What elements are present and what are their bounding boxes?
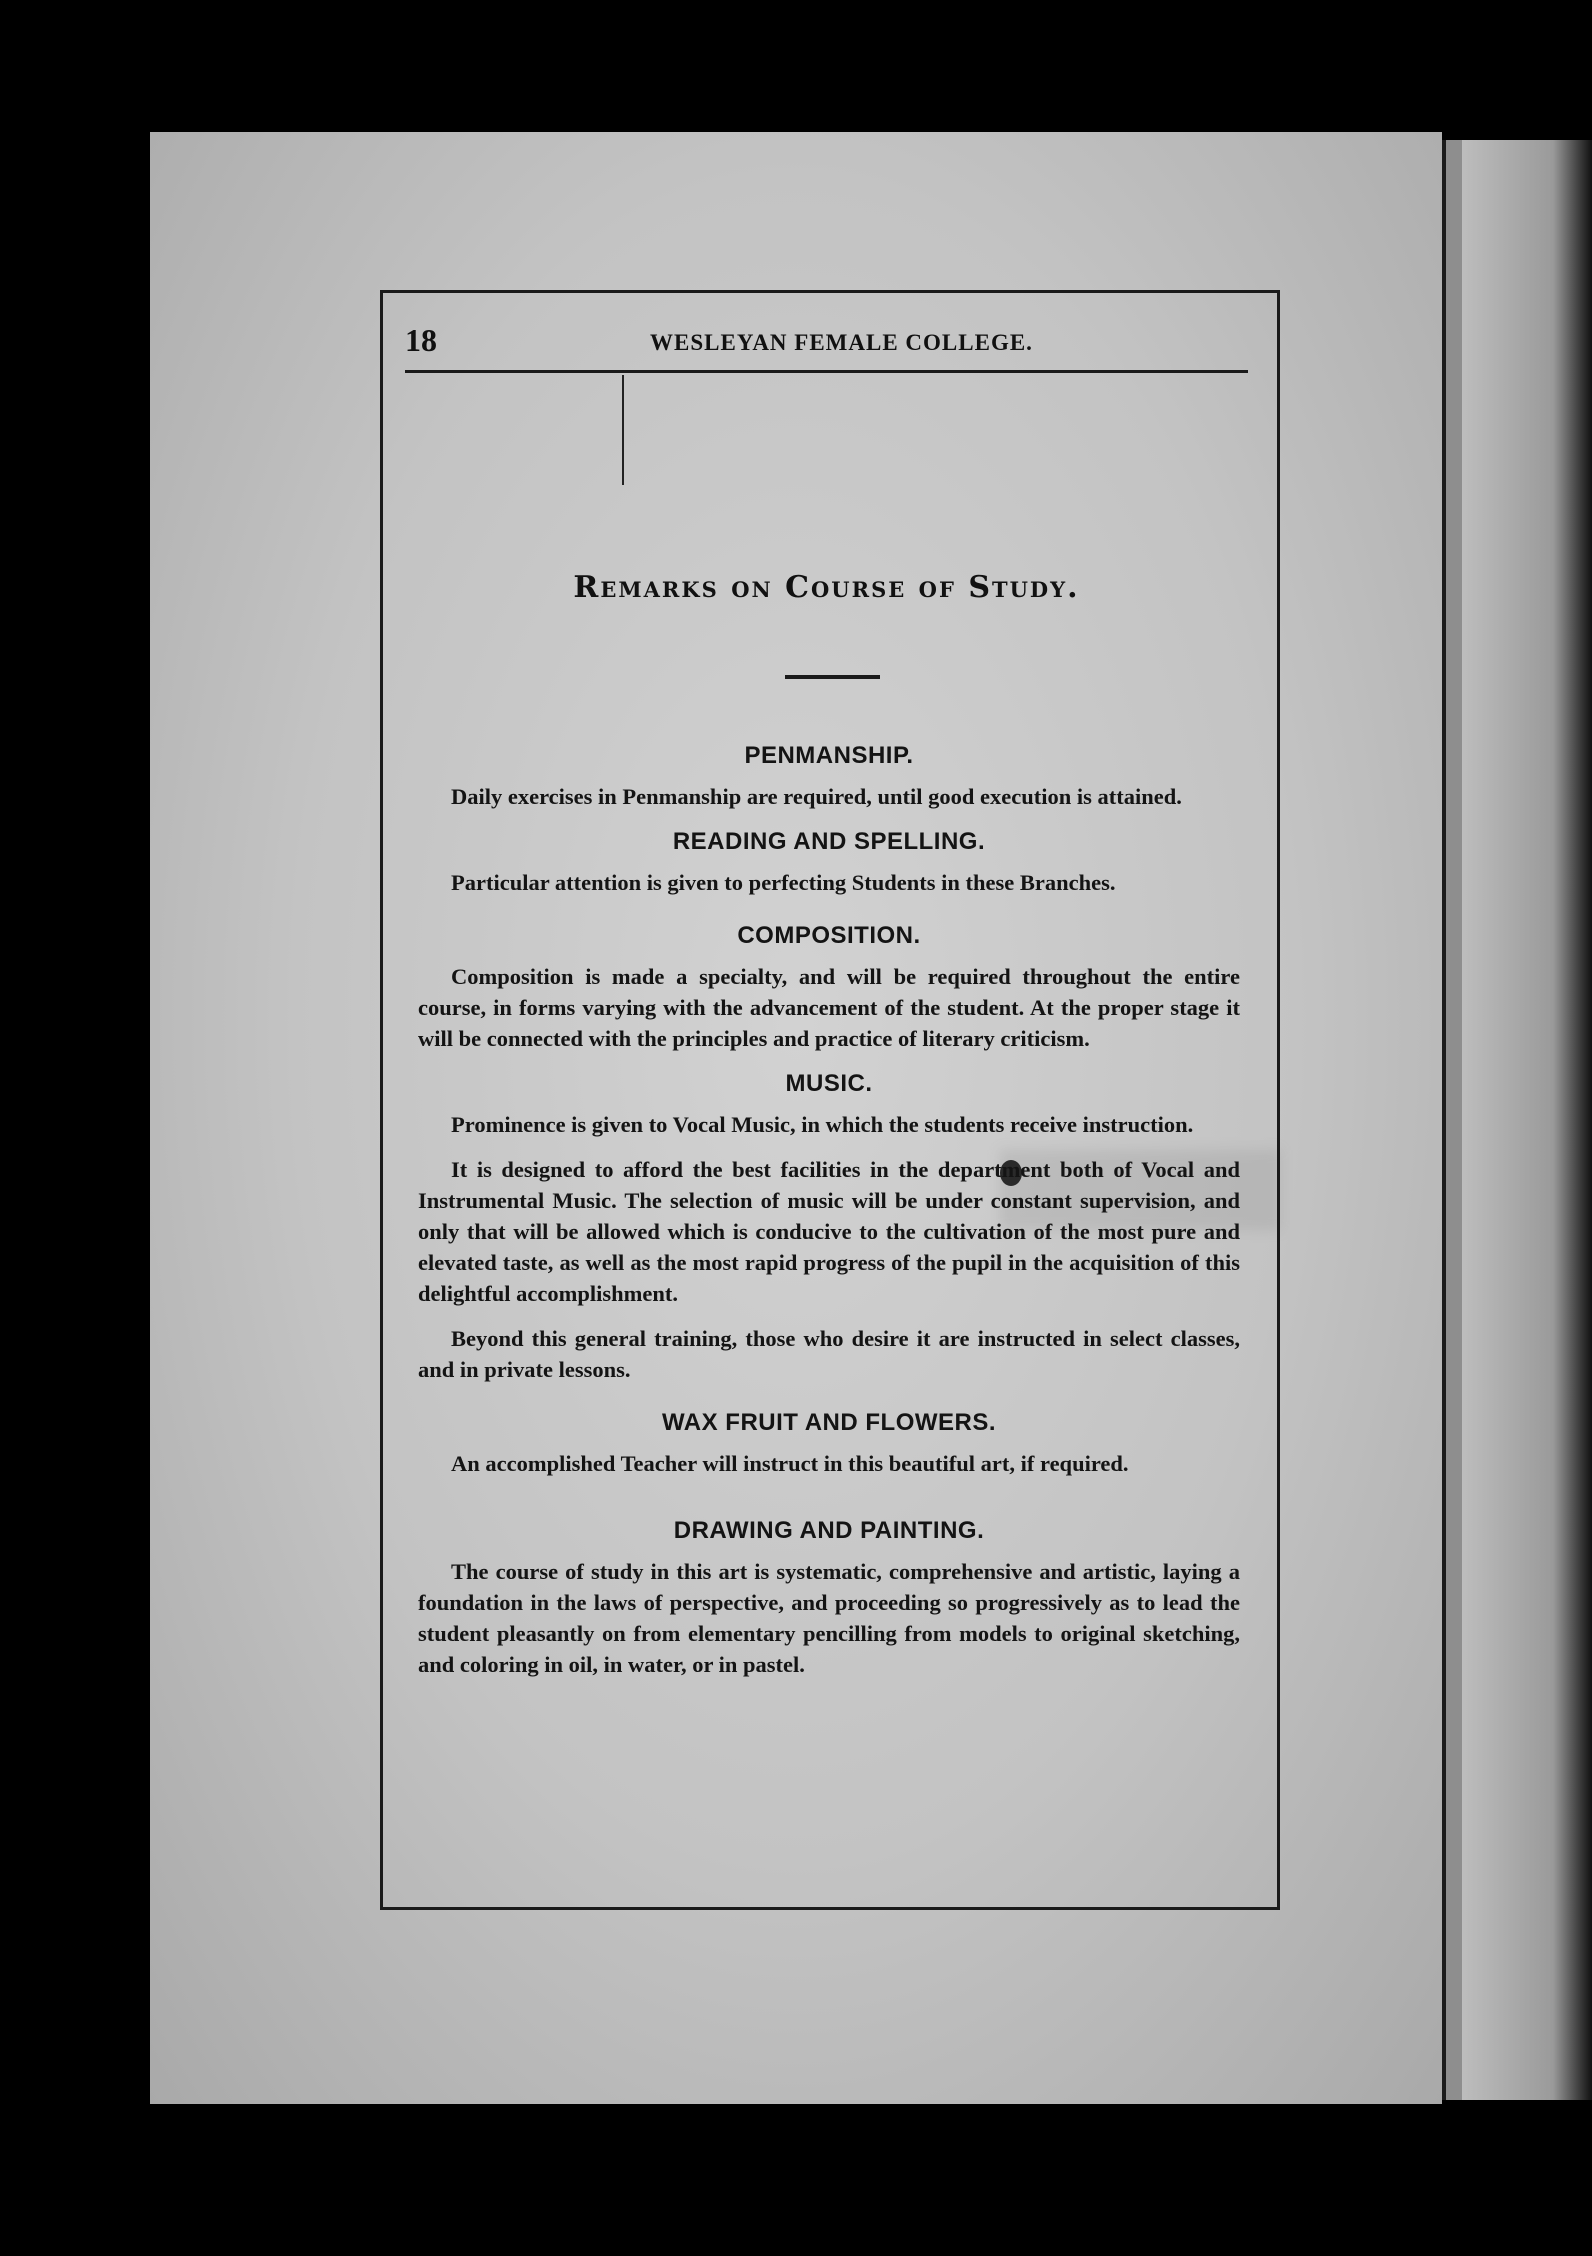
paragraph: It is designed to afford the best facilities in the department both of Vocal and Instrumental Music. The selection of music will be under constant supervision, and only that will be allowed which is conducive to the cultivation of the most pure and elevated taste, as well as the most rapid progress of the pupil in the acquisition of this delightful accomplishment.	[418, 1157, 1240, 1306]
adjacent-page-strip	[1462, 140, 1592, 2100]
paragraph: The course of study in this art is systematic, comprehensive and artistic, laying a foundation in the laws of perspective, and proceeding so progressively as to lead the student pleasantly on from elementary pencilling from models to original sketching, and coloring in oil, in water, or in pastel.	[418, 1559, 1240, 1677]
paragraph: Composition is made a specialty, and will be required throughout the entire course, in forms varying with the advancement of the student. At the proper stage it will be connected with the principles and practice of literary criticism.	[418, 964, 1240, 1051]
section-heading: WAX FRUIT AND FLOWERS.	[661, 1409, 997, 1436]
spacer	[418, 912, 1240, 920]
spacer	[418, 1493, 1240, 1515]
paragraph: Prominence is given to Vocal Music, in which the students receive instruction.	[451, 1112, 1194, 1137]
running-title: WESLEYAN FEMALE COLLEGE.	[650, 330, 1033, 355]
section-music	[418, 1068, 1240, 1385]
title-rule	[785, 675, 880, 679]
section-composition	[418, 920, 1240, 1054]
paragraph: An accomplished Teacher will instruct in this beautiful art, if required.	[451, 1451, 1129, 1476]
page-title: Remarks on Course of Study.	[573, 570, 1080, 605]
section-penmanship	[418, 740, 1240, 812]
section-heading: MUSIC.	[785, 1070, 873, 1097]
page-number: 18	[405, 322, 437, 358]
paragraph: Particular attention is given to perfecting Students in these Branches.	[451, 870, 1116, 895]
paragraph: Beyond this general training, those who desire it are instructed in select classes, and in private lessons.	[418, 1326, 1240, 1382]
section-heading: COMPOSITION.	[737, 922, 921, 949]
spacer	[418, 1399, 1240, 1407]
section-drawing-and-painting	[418, 1515, 1240, 1680]
section-heading: READING AND SPELLING.	[672, 828, 986, 855]
running-head	[405, 322, 1248, 373]
section-heading: DRAWING AND PAINTING.	[673, 1517, 985, 1544]
paragraph: Daily exercises in Penmanship are required, until good execution is attained.	[451, 784, 1182, 809]
section-reading-and-spelling	[418, 826, 1240, 898]
section-heading: PENMANSHIP.	[744, 742, 914, 769]
pencil-mark	[622, 375, 624, 485]
section-wax-fruit-and-flowers	[418, 1407, 1240, 1479]
page-body	[418, 740, 1240, 1694]
